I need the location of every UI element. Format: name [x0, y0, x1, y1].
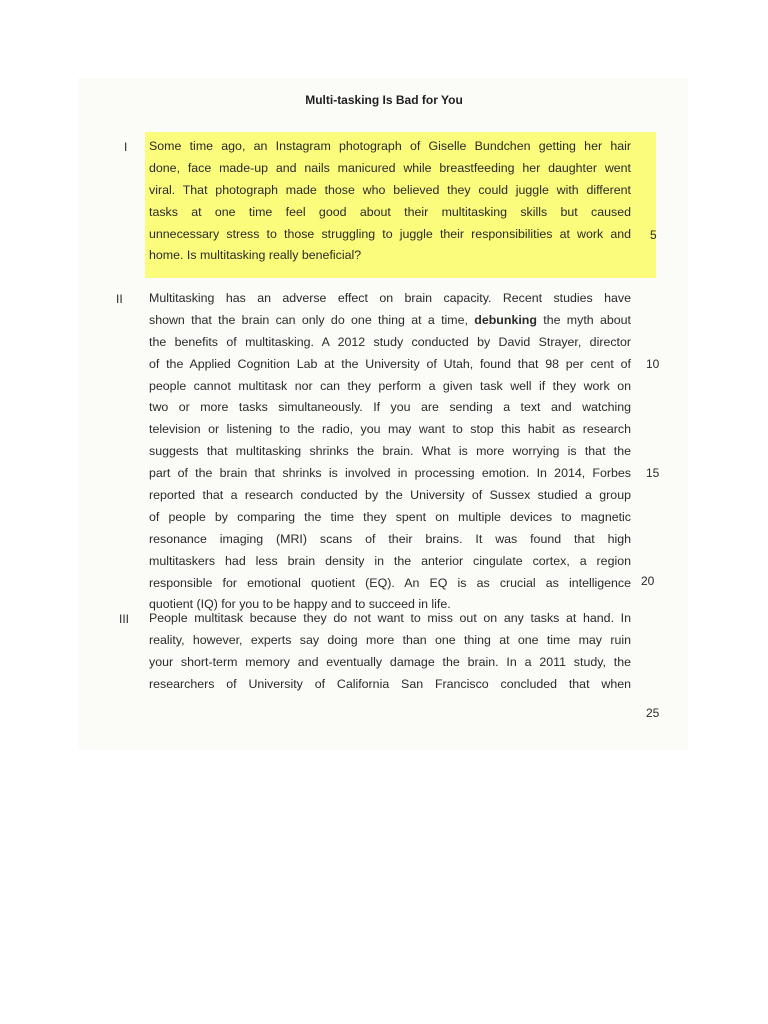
paragraph-2: [149, 288, 631, 616]
paragraph-numeral: III: [119, 612, 130, 626]
line-number: 10: [646, 357, 660, 371]
line-number: 20: [641, 574, 655, 588]
text-line: viral. That photograph made those who believed they could juggle with different: [149, 182, 631, 197]
line-number: 5: [650, 228, 657, 242]
text-line: Some time ago, an Instagram photograph of Giselle Bundchen getting her hair: [149, 139, 631, 153]
text-line: multitaskers had less brain density in the anterior cingulate cortex, a region: [149, 553, 631, 568]
text-line: done, face made-up and nails manicured while breastfeeding her daughter went: [149, 160, 631, 175]
text-line: reality, however, experts say doing more than one thing at one time may ruin: [149, 632, 631, 647]
text-line-with-bold: shown that the brain can only do one thing at a time, debunking the myth about: [149, 312, 631, 327]
text-line: television or listening to the radio, you may want to stop this habit as research: [149, 422, 631, 437]
paragraph-3: [149, 608, 631, 696]
text-line: the benefits of multitasking. A 2012 study conducted by David Strayer, director: [149, 334, 631, 349]
text-line: reported that a research conducted by the University of Sussex studied a group: [149, 488, 631, 503]
text-line: part of the brain that shrinks is involved in processing emotion. In 2014, Forbes: [149, 466, 631, 481]
text-line: unnecessary stress to those struggling to juggle their responsibilities at work and: [149, 226, 631, 241]
text-line: responsible for emotional quotient (EQ). An EQ is as crucial as intelligence: [149, 575, 631, 590]
text-line: Multitasking has an adverse effect on brain capacity. Recent studies have: [149, 291, 631, 305]
text-line: researchers of University of California San Francisco concluded that when: [149, 676, 631, 691]
text-line: of the Applied Cognition Lab at the University of Utah, found that 98 per cent of: [149, 356, 631, 371]
line-number: 25: [646, 706, 660, 720]
bold-word: debunking: [474, 312, 537, 327]
text-line: people cannot multitask nor can they perform a given task well if they work on: [149, 378, 631, 393]
text-line: of people by comparing the time they spent on multiple devices to magnetic: [149, 509, 631, 524]
line-number: 15: [646, 466, 660, 480]
text-line: People multitask because they do not want to miss out on any tasks at hand. In: [149, 611, 631, 625]
text-line: home. Is multitasking really beneficial?: [149, 248, 362, 263]
paragraph-numeral: II: [116, 292, 123, 306]
text-line: suggests that multitasking shrinks the brain. What is more worrying is that the: [149, 444, 631, 459]
document-title: Multi-tasking Is Bad for You: [305, 93, 463, 107]
text-line: quotient (IQ) for you to be happy and to succeed in life.: [149, 597, 451, 612]
text-line: tasks at one time feel good about their multitasking skills but caused: [149, 204, 631, 219]
text-line: your short-term memory and eventually damage the brain. In a 2011 study, the: [149, 654, 631, 669]
paragraph-numeral: I: [124, 140, 128, 154]
paragraph-1: [149, 136, 631, 267]
text-line: two or more tasks simultaneously. If you are sending a text and watching: [149, 400, 631, 415]
text-line: resonance imaging (MRI) scans of their brains. It was found that high: [149, 531, 631, 546]
